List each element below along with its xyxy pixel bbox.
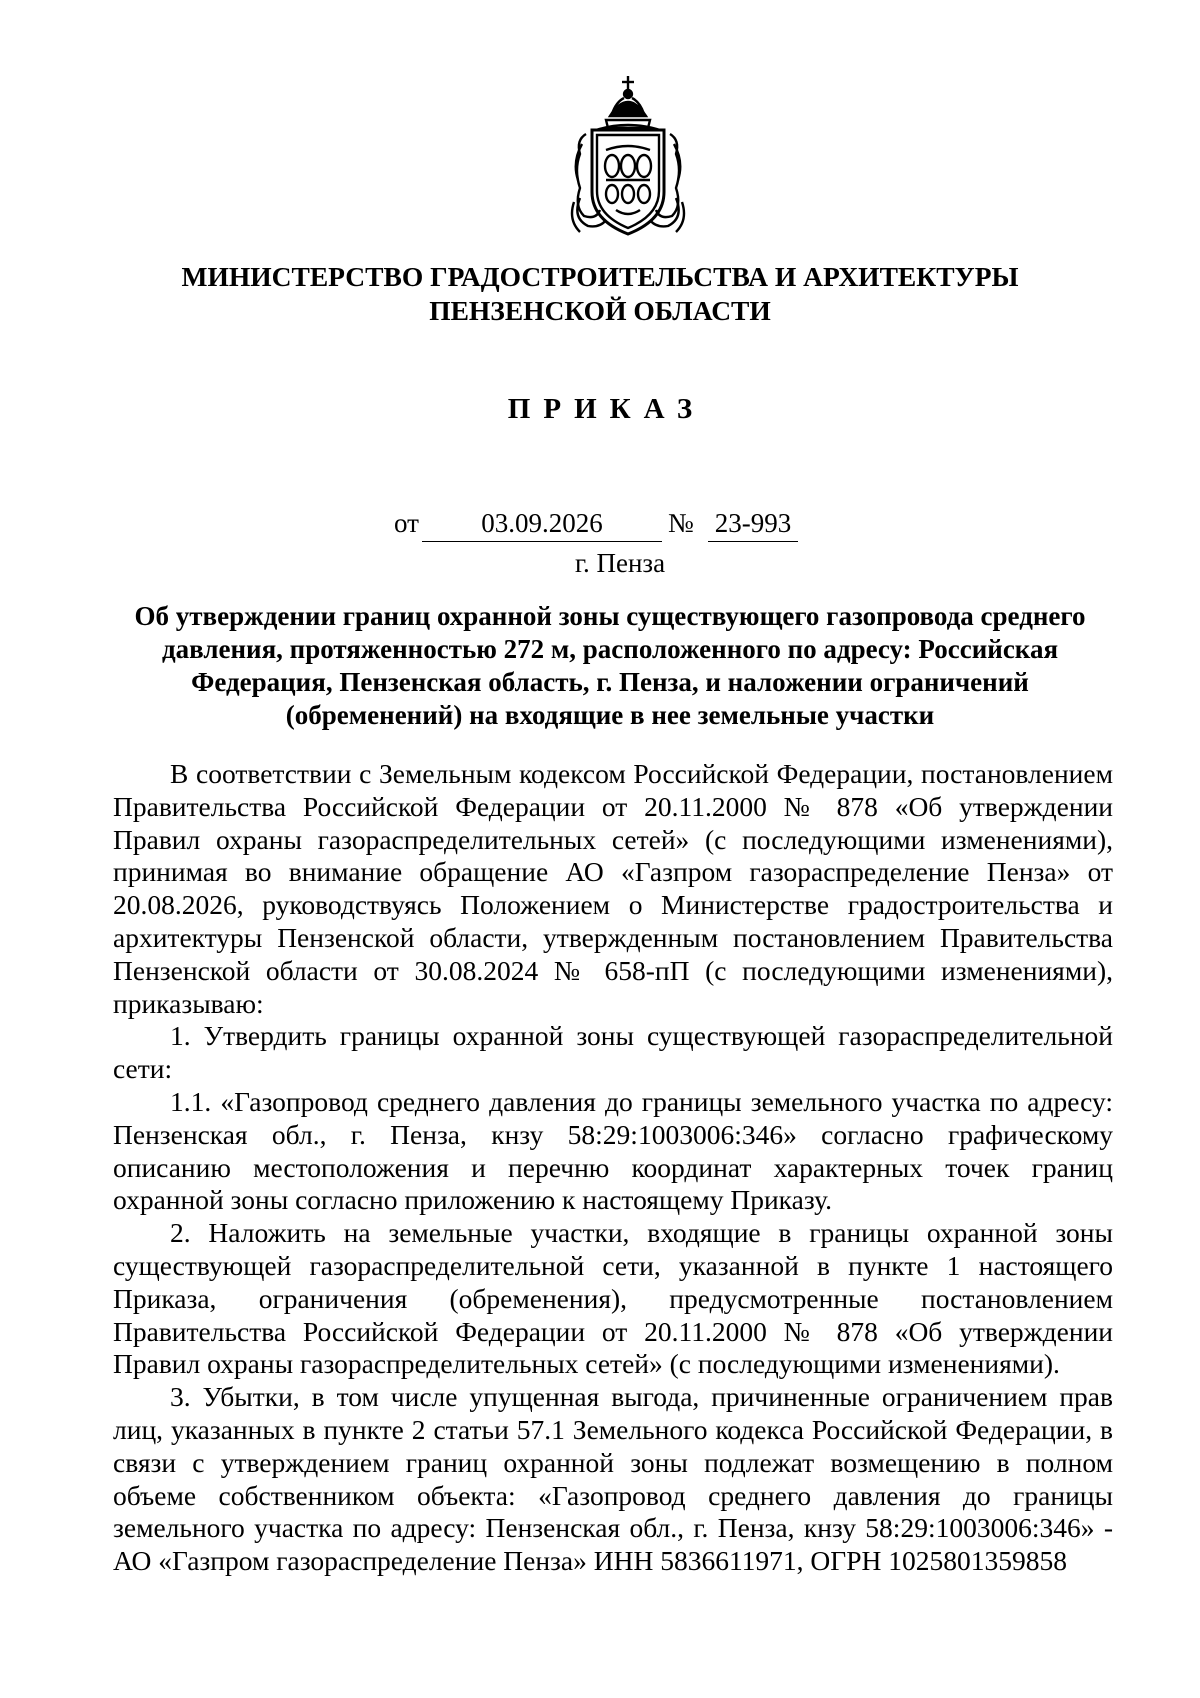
date-prefix: от	[394, 508, 419, 538]
document-number: 23-993	[708, 508, 798, 542]
document-title	[110, 600, 1110, 732]
document-type-heading: ПРИКАЗ	[507, 393, 706, 425]
ministry-name	[0, 260, 1200, 328]
document-date: 03.09.2026	[422, 508, 662, 542]
document-body	[113, 758, 1113, 1578]
penza-region-coat-of-arms-icon	[566, 70, 690, 240]
item-2-paragraph: 2. Наложить на земельные участки, входящие в границы охранной зоны существующей газораспределительной сети, указанной в пункте 1 настоящего Приказа, ограничения (обременения), предусмотренные постановлением Правительства Российской Федерации от 20.11.2000 № 878 «Об утверждении Правил охраны газораспределительных сетей» (с последующими изменениями).	[113, 1217, 1113, 1380]
title-line-4: (обременений) на входящие в нее земельные участки	[285, 700, 935, 730]
title-line-1: Об утверждении границ охранной зоны существующего газопровода среднего	[134, 601, 1086, 631]
ministry-name-line-2: ПЕНЗЕНСКОЙ ОБЛАСТИ	[429, 295, 771, 326]
item-1-1-paragraph: 1.1. «Газопровод среднего давления до границы земельного участка по адресу: Пензенская обл., г. Пенза, кнзу 58:29:1003006:346» согласно графическому описанию местоположения и перечню координат характерных точек границ охранной зоны согласно приложению к настоящему Приказу.	[113, 1085, 1113, 1216]
item-3-paragraph: 3. Убытки, в том числе упущенная выгода, причиненные ограничением прав лиц, указанных в пункте 2 статьи 57.1 Земельного кодекса Российской Федерации, в связи с утверждением границ охранной зоны подлежат возмещению в полном объеме собственником объекта: «Газопровод среднего давления до границы земельного участка по адресу: Пензенская обл., г. Пенза, кнзу 58:29:1003006:346» - АО «Газпром газораспределение Пенза» ИНН 5836611971, ОГРН 1025801359858	[113, 1381, 1113, 1577]
date-number-line	[394, 508, 864, 544]
document-city: г. Пенза	[574, 548, 666, 578]
item-1-paragraph: 1. Утвердить границы охранной зоны существующей газораспределительной сети:	[113, 1020, 1113, 1085]
title-line-2: давления, протяженностью 272 м, расположенного по адресу: Российская	[161, 634, 1059, 664]
number-prefix: №	[668, 508, 694, 538]
preamble-paragraph: В соответствии с Земельным кодексом Российской Федерации, постановлением Правительства Российской Федерации от 20.11.2000 № 878 «Об утверждении Правил охраны газораспределительных сетей» (с последующими изменениями), принимая во внимание обращение АО «Газпром газораспределение Пенза» от 20.08.2026, руководствуясь Положением о Министерстве градостроительства и архитектуры Пензенской области, утвержденным постановлением Правительства Пензенской области от 30.08.2024 № 658-пП (с последующими изменениями), приказываю:	[113, 758, 1113, 1019]
ministry-name-line-1: МИНИСТЕРСТВО ГРАДОСТРОИТЕЛЬСТВА И АРХИТЕКТУРЫ	[181, 261, 1019, 292]
title-line-3: Федерация, Пензенская область, г. Пенза, и наложении ограничений	[191, 667, 1029, 697]
